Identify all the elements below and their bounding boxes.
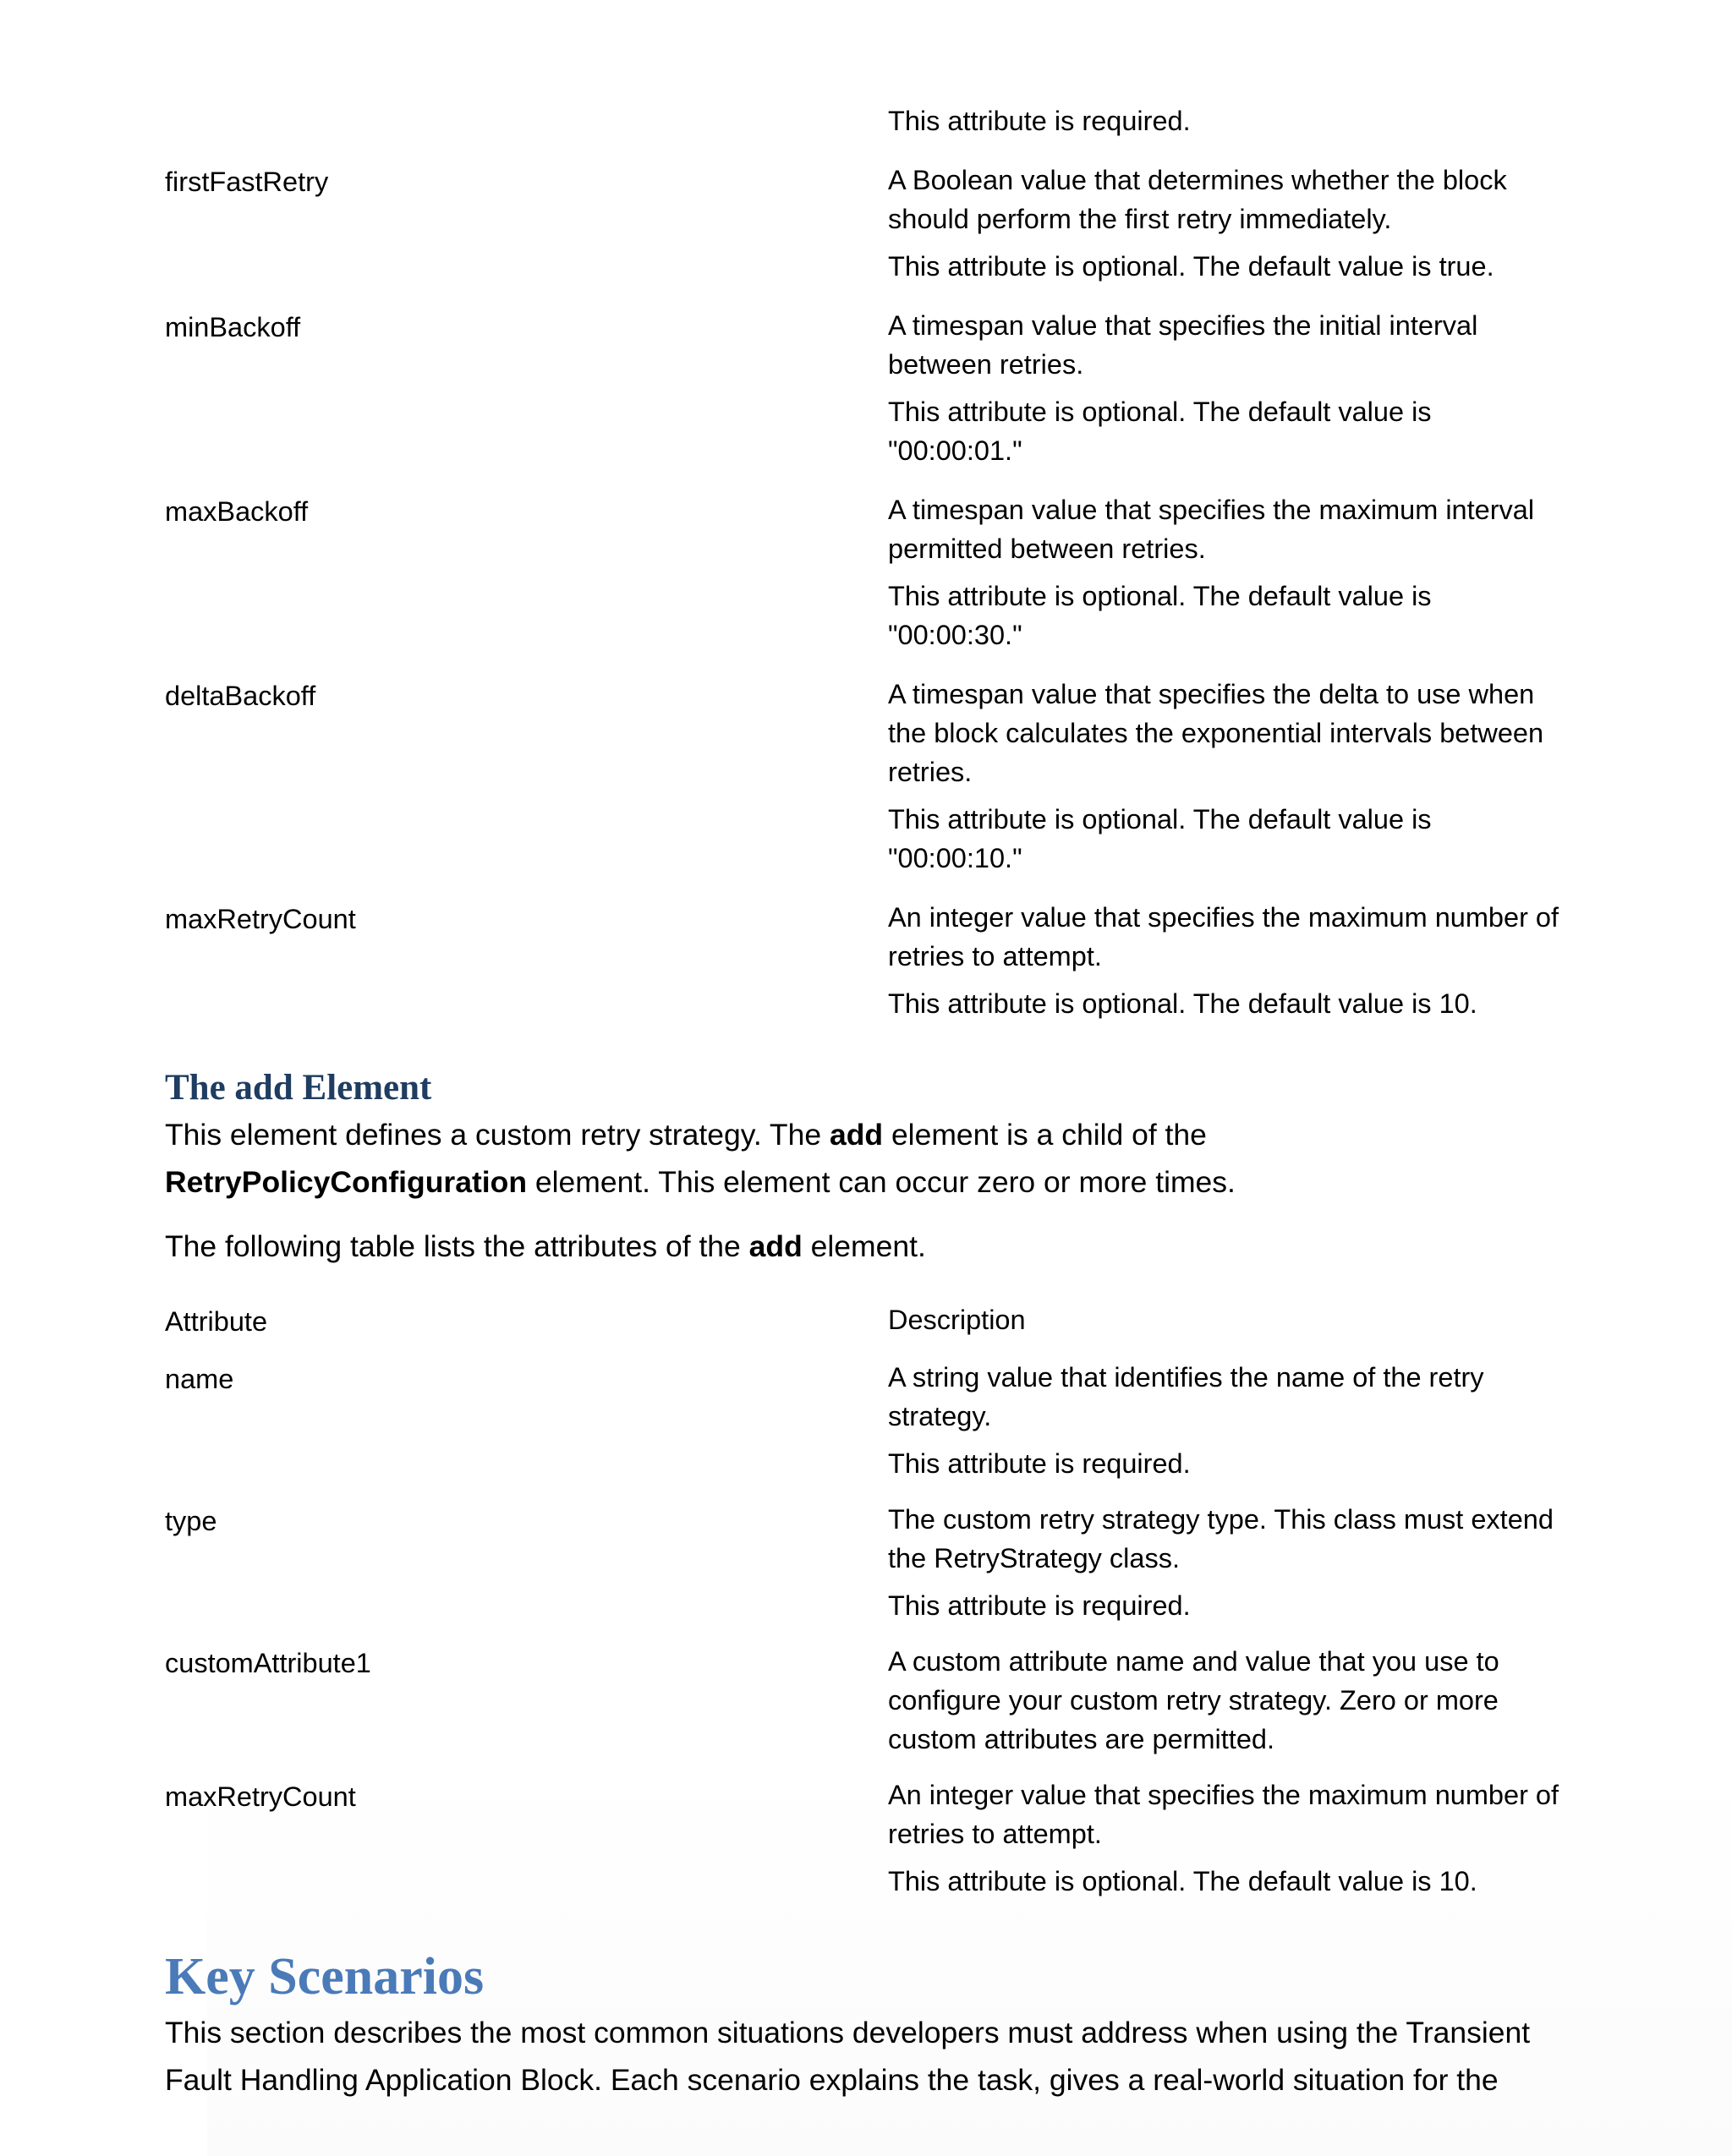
description-paragraph: This attribute is optional. The default value is "00:00:30." [888,581,1432,650]
attribute-name: minBackoff [165,312,301,342]
attribute-name: name [165,1364,234,1394]
attribute-description [888,306,1573,490]
table-row [165,306,1573,490]
description-paragraph: This attribute is optional. The default value is "00:00:10." [888,804,1432,873]
document-page [165,101,1573,2104]
add-element-intro: This element defines a custom retry strategy. The add element is a child of the RetryPolicyConfiguration element. This element can occur zero or more times. [165,1118,1236,1199]
description-paragraph: A timespan value that specifies the initial interval between retries. [888,310,1478,380]
attribute-description [888,1358,1573,1500]
attribute-name [165,101,888,161]
table-row [165,1500,1573,1642]
description-paragraph: This attribute is required. [888,1448,1191,1479]
table-row [165,161,1573,306]
add-element-heading: The add Element [165,1068,432,1108]
description-paragraph: This attribute is optional. The default value is "00:00:01." [888,397,1432,466]
table-row [165,1358,1573,1500]
attribute-description [888,161,1573,306]
description-paragraph: A timespan value that specifies the maximum interval permitted between retries. [888,495,1535,564]
description-paragraph: This attribute is optional. The default value is 10. [888,1866,1477,1896]
description-paragraph: A timespan value that specifies the delta to use when the block calculates the exponential intervals between retries. [888,679,1544,787]
attribute-name: firstFastRetry [165,167,329,197]
attribute-description [888,898,1573,1043]
attribute-description [888,1776,1573,1918]
attribute-name: type [165,1506,217,1536]
table-row [165,490,1573,675]
description-paragraph: This attribute is required. [888,1590,1191,1621]
attribute-name: deltaBackoff [165,681,316,711]
description-paragraph: A custom attribute name and value that you use to configure your custom retry strategy. Zero or more custom attributes are permitted. [888,1646,1499,1754]
header-attribute: Attribute [165,1306,268,1337]
attributes-table-2 [165,1300,1573,1918]
attribute-description [888,101,1573,161]
description-paragraph: This attribute is optional. The default value is 10. [888,988,1477,1019]
header-description: Description [888,1305,1026,1335]
attribute-name: maxBackoff [165,496,309,527]
table-row [165,898,1573,1043]
attribute-name: customAttribute1 [165,1648,371,1678]
attribute-description [888,1642,1573,1776]
attribute-description [888,1500,1573,1642]
attribute-name: maxRetryCount [165,1781,356,1812]
attribute-description [888,675,1573,898]
description-paragraph: An integer value that specifies the maximum number of retries to attempt. [888,1780,1559,1849]
description-paragraph: The custom retry strategy type. This class must extend the RetryStrategy class. [888,1504,1554,1573]
description-paragraph: An integer value that specifies the maximum number of retries to attempt. [888,902,1559,971]
description-paragraph: This attribute is required. [888,106,1191,136]
add-element-table-intro: The following table lists the attributes of the add element. [165,1229,926,1263]
description-paragraph: A Boolean value that determines whether the block should perform the first retry immediately. [888,165,1507,234]
table-row [165,101,1573,161]
key-scenarios-heading: Key Scenarios [165,1948,485,2006]
table-row [165,1642,1573,1776]
description-paragraph: A string value that identifies the name of the retry strategy. [888,1362,1484,1431]
description-paragraph: This attribute is optional. The default value is true. [888,251,1494,282]
attribute-description [888,490,1573,675]
attribute-name: maxRetryCount [165,904,356,934]
table-row [165,675,1573,898]
attributes-table-1 [165,101,1573,1043]
key-scenarios-text: This section describes the most common situations developers must address when using the Transient Fault Handling Application Block. Each scenario explains the task, gives a real-world situation for the [165,2016,1531,2097]
table-header-row [165,1300,1573,1358]
table-row [165,1776,1573,1918]
